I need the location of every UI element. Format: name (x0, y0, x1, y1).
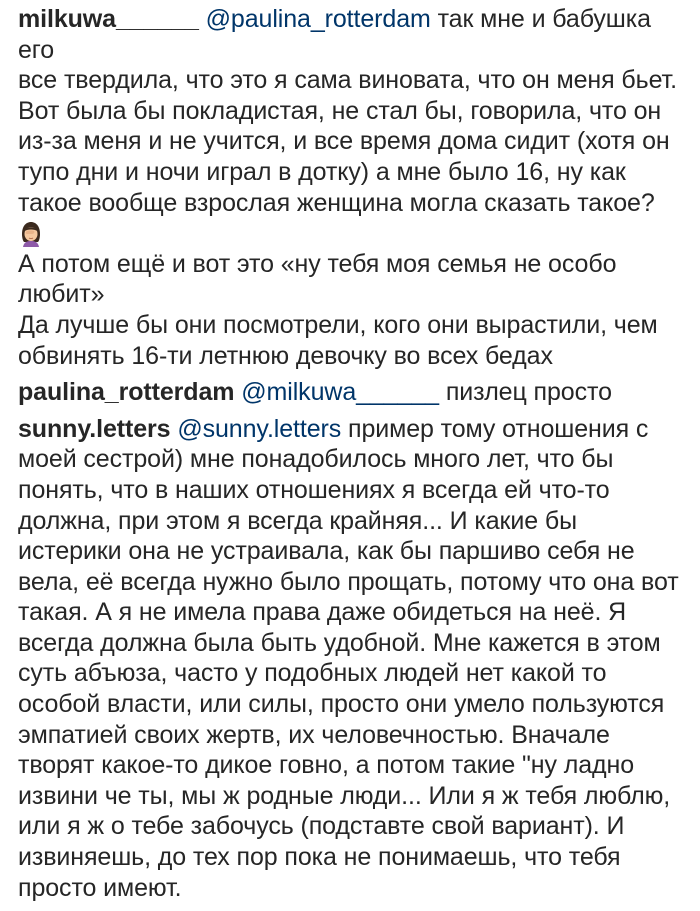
comment-line (18, 218, 684, 249)
comment-line: должна, при этом я всегда крайняя... И какие бы (18, 506, 577, 535)
comment-line: обвинять 16-ти летнюю девочку во всех бедах (18, 341, 553, 370)
comment-mention[interactable]: @milkuwa______ (241, 378, 439, 407)
comment-line: все твердила, что это я сама виновата, что он меня бьет. (18, 66, 677, 95)
woman-facepalming-icon (18, 218, 44, 248)
comment (18, 0, 684, 371)
comment-line: такое вообще взрослая женщина могла сказать такое? (18, 188, 655, 217)
comment-username[interactable]: milkuwa______ (18, 5, 199, 33)
comment-username[interactable]: sunny.letters (18, 414, 171, 443)
comment-line: А потом ещё и вот это «ну тебя моя семья не особо (18, 249, 617, 278)
comment-line: истерики она не устраивала, как бы паршиво себя не (18, 537, 635, 566)
comment-text: пример тому отношения с (341, 414, 649, 443)
comment (18, 377, 684, 408)
comment-line: Вот была бы покладистая, не стал бы, говорила, что он (18, 96, 662, 125)
comment-line: моей сестрой) мне понадобилось много лет, что бы (18, 445, 614, 474)
comment-line: эмпатией своих жертв, их человечностью. Вначале (18, 720, 610, 749)
comment-line: из-за меня и не учится, и все время дома сидит (хотя он (18, 127, 670, 156)
comment-mention[interactable]: @sunny.letters (177, 414, 342, 443)
comment-line: вела, её всегда нужно было прощать, потому что она вот (18, 567, 679, 596)
comment (18, 414, 684, 904)
comment-text: так мне и бабушка его (18, 5, 651, 64)
comment-line: тупо дни и ночи играл в дотку) а мне было 16, ну как (18, 157, 626, 186)
comment-line: Да лучше бы они посмотрели, кого они вырастили, чем (18, 310, 658, 339)
comment-line: суть абъюза, часто у подобных людей нет какой то (18, 659, 607, 688)
comment-line: извиняешь, до тех пор пока не понимаешь, что тебя (18, 843, 621, 872)
comment-line: или я ж о тебе забочусь (подставте свой вариант). И (18, 812, 625, 841)
comment-line: всегда должна была быть удобной. Мне кажется в этом (18, 628, 661, 657)
comment-line (18, 377, 684, 408)
comment-line: особой власти, или силы, просто они умело пользуются (18, 690, 665, 719)
comment-line: понять, что в наших отношениях я всегда ей что-то (18, 475, 610, 504)
comment-line: извини че ты, мы ж родные люди... Или я ж тебя люблю, (18, 781, 671, 810)
comment-line (18, 414, 684, 445)
comment-username[interactable]: paulina_rotterdam (18, 378, 235, 407)
comment-line: любит» (18, 280, 105, 309)
comment-line: такая. А я не имела права даже обидеться на неё. Я (18, 598, 627, 627)
comment-line: просто имеют. (18, 873, 182, 902)
comment-text: пизлец просто (438, 378, 612, 407)
comment-line: творят какое-то дикое говно, а потом такие "ну ладно (18, 751, 635, 780)
comment-line (18, 4, 684, 65)
comment-mention[interactable]: @paulina_rotterdam (205, 5, 431, 33)
